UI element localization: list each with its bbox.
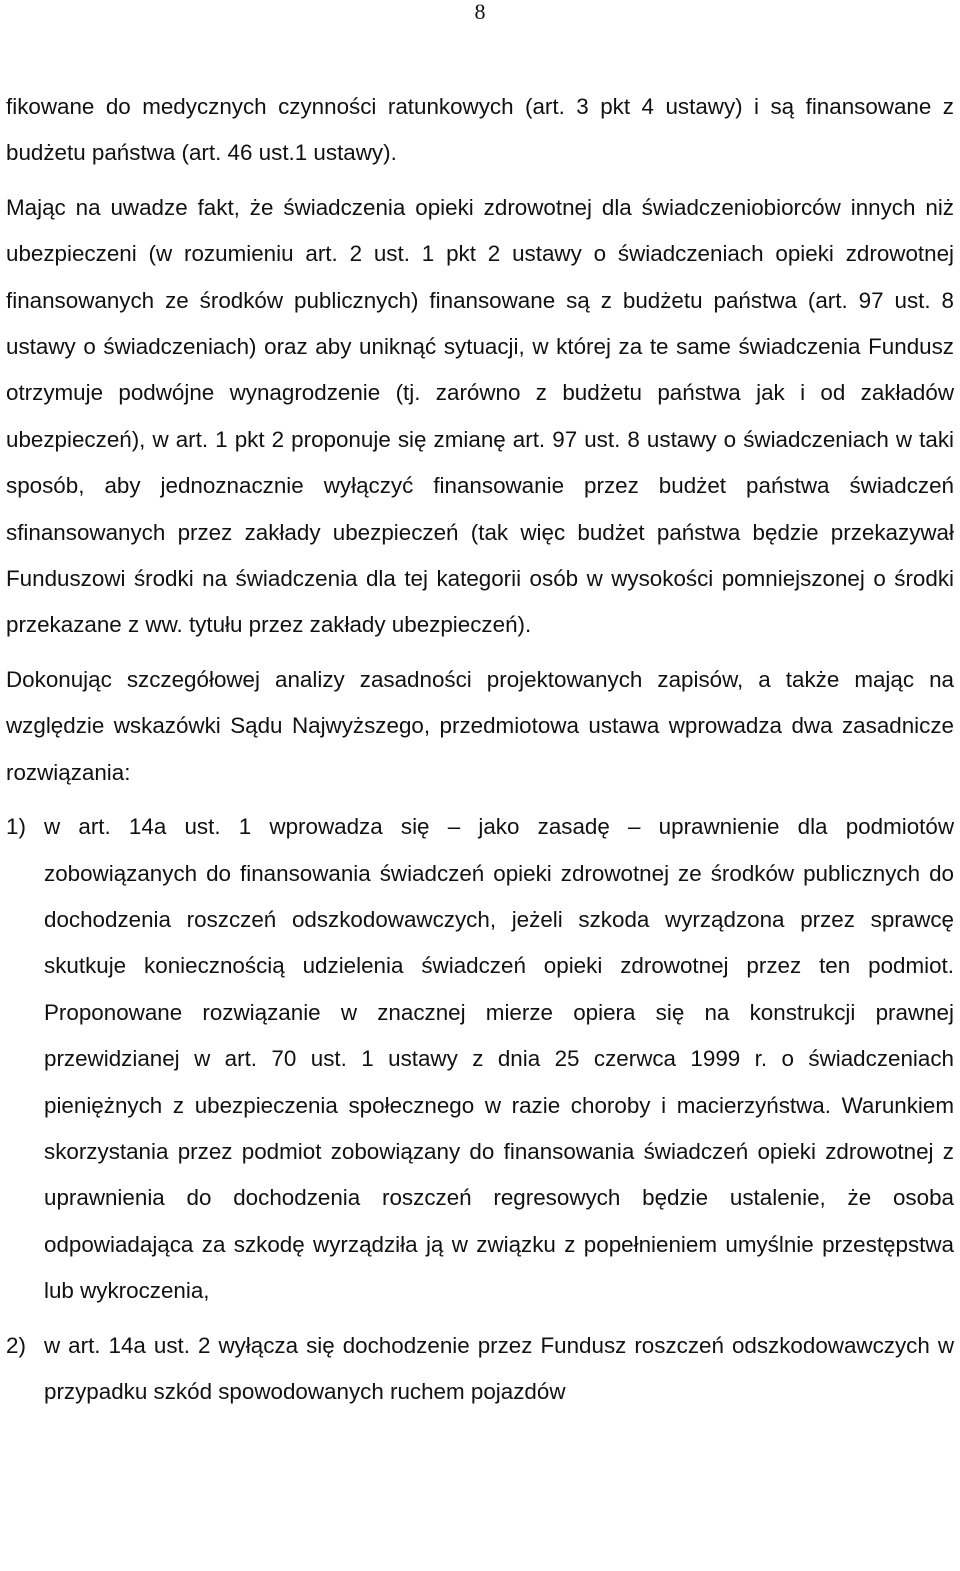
list-marker: 2) xyxy=(6,1332,26,1358)
list-item xyxy=(6,804,954,1314)
paragraph-analysis-intro: Dokonując szczegółowej analizy zasadności projektowanych zapisów, a także mając na względzie wskazówki Sądu Najwyższego, przedmiotowa ustawa wprowadza dwa zasadnicze rozwiązania: xyxy=(6,666,954,785)
list-item xyxy=(6,1323,954,1416)
list-item-text: w art. 14a ust. 1 wprowadza się – jako zasadę – uprawnienie dla podmiotów zobowiązanych do finansowania świadczeń opieki zdrowotnej ze środków publicznych do dochodzenia roszczeń odszkodowawczych, jeżeli szkoda wyrządzona przez sprawcę skutkuje koniecznością udzielenia świadczeń opieki zdrowotnej przez ten podmiot. Proponowane rozwiązanie w znacznej mierze opiera się na konstrukcji prawnej przewidzianej w art. 70 ust. 1 ustawy z dnia 25 czerwca 1999 r. o świadczeniach pieniężnych z ubezpieczenia społecznego w razie choroby i macierzyństwa. Warunkiem skorzystania przez podmiot zobowiązany do finansowania świadczeń opieki zdrowotnej z uprawnienia do dochodzenia roszczeń regresowych będzie ustalenie, że osoba odpowiadająca za szkodę wyrządziła ją w związku z popełnieniem umyślnie przestępstwa lub wykroczenia, xyxy=(44,814,954,1304)
list-marker: 1) xyxy=(6,814,26,840)
paragraph-budget-financing: Mając na uwadze fakt, że świadczenia opieki zdrowotnej dla świadczeniobiorców innych niż ubezpieczeni (w rozumieniu art. 2 ust. 1 pkt 2 ustawy o świadczeniach opieki zdrowotnej finansowanych ze środków publicznych) finansowane są z budżetu państwa (art. 97 ust. 8 ustawy o świadczeniach) oraz aby uniknąć sytuacji, w której za te same świadczenia Fundusz otrzymuje podwójne wynagrodzenie (tj. zarówno z budżetu państwa jak i od zakładów ubezpieczeń), w art. 1 pkt 2 proponuje się zmianę art. 97 ust. 8 ustawy o świadczeniach w taki sposób, aby jednoznacznie wyłączyć finansowanie przez budżet państwa świadczeń sfinansowanych przez zakłady ubezpieczeń (tak więc budżet państwa będzie przekazywał Funduszowi środki na świadczenia dla tej kategorii osób w wysokości pomniejszonej o środki przekazane z ww. tytułu przez zakłady ubezpieczeń). xyxy=(6,194,954,638)
paragraph-continuation: fikowane do medycznych czynności ratunkowych (art. 3 pkt 4 ustawy) i są finansowane z budżetu państwa (art. 46 ust.1 ustawy). xyxy=(6,94,954,166)
document-body xyxy=(6,84,954,1415)
list-item-text: w art. 14a ust. 2 wyłącza się dochodzenie przez Fundusz roszczeń odszkodowawczych w przypadku szkód spowodowanych ruchem pojazdów xyxy=(44,1332,954,1404)
page-number: 8 xyxy=(474,0,486,24)
solutions-list xyxy=(6,804,954,1415)
